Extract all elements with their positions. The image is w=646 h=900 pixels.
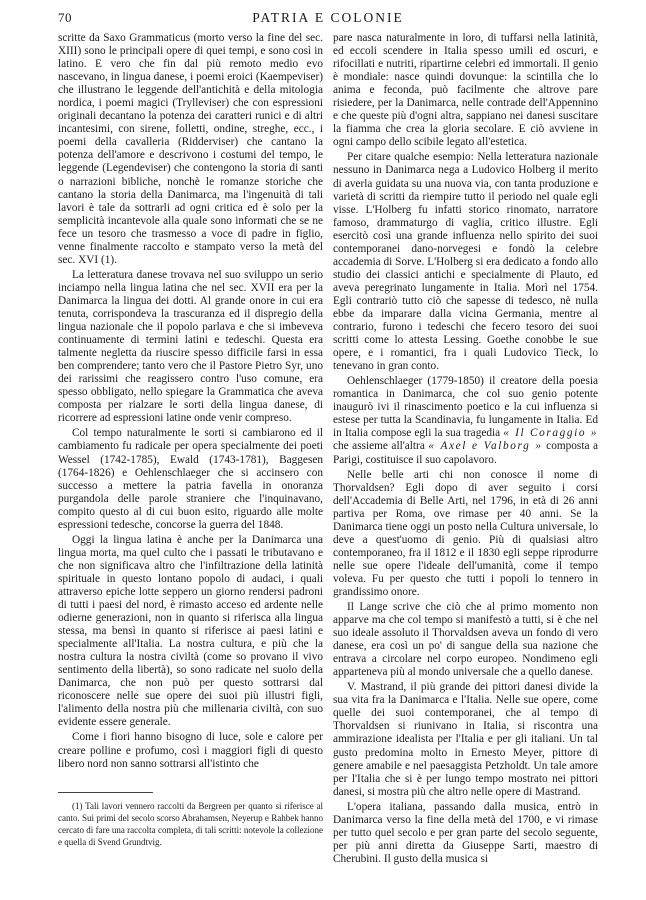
paragraph: Come i fiori hanno bisogno di luce, sole e calore per creare polline e profumo, così i maggiori figli di questo libero nord non sanno sottrarsi all'istinto che <box>58 731 323 770</box>
paragraph: Col tempo naturalmente le sorti si cambiarono ed il cambiamento fu radicale per opera specialmente dei poeti Wessel (1742-1785), Ewald (1743-1781), Baggesen (1764-1826) e Oehlenschlaeger che si accinsero con successo a mettere la patria favella in onoranza purgandola delle parole straniere che l'inquinavano, compito questo al di cui buon esito, riguardo alle molte espressioni tedesche, concorse la guerra del 1848. <box>58 427 323 531</box>
work-title-axel-e-valborg: « Axel e Valborg » <box>428 440 543 453</box>
page-number: 70 <box>58 10 72 25</box>
paragraph: Nelle belle arti chi non conosce il nome di Thorvaldsen? Egli dopo di aver seguito i corsi dell'Accademia di Belle Arti, nel 1796, in età di 26 anni partiva per Roma, ove rimase per 40 anni. Se la Danimarca tiene oggi un posto nella Cultura universale, lo deve a quest'uomo di genio. Più di qualsiasi altro contemporaneo, fra il 1812 e il 1830 egli seppe riprodurre nelle sue opere l'ideale dell'umanità, come il tempo voleva. Fu per questo che tutti i popoli lo tennero in grandissimo onore. <box>333 468 598 598</box>
paragraph: La letteratura danese trovava nel suo sviluppo un serio inciampo nella lingua latina che nel sec. XVII era per la Danimarca la lingua dei dotti. Al grande onore in cui era tenuta, corrispondeva la trascuranza ed il dispregio della lingua nazionale che il popolo parlava e che si imbeveva continuamente di termini latini e tedeschi. Questa era talmente negletta da riuscire spesso difficile farsi in essa ben comprendere; tanto vero che il Pastore Pietro Syr, uno dei rarissimi che reagissero contro l'uso comune, era spesso obbligato, nello spiegare la Grammatica che aveva composta per rialzare le sorti della lingua danese, di ricorrere ad espressioni latine onde venir compreso. <box>58 268 323 425</box>
paragraph-text: composta a Parigi, costituisce il suo capolavoro. <box>333 440 598 466</box>
left-column <box>58 32 323 771</box>
right-column <box>333 32 598 866</box>
footnote: (1) Tali lavori vennero raccolti da Bergreen per quanto si riferisce al canto. Sui primi del secolo scorso Abrahamsen, Neyerup e Rahbek hanno cercato di fare una raccolta completa, di tali scritti: notevole la collezione e quella di Svend Grundtvig. <box>58 801 323 847</box>
paragraph: Per citare qualche esempio: Nella letteratura nazionale nessuno in Danimarca nega a Ludovico Holberg il merito di averla guidata su una nuova via, con tanta produzione e varietà di scritti da riempire tutto il periodo nel quale egli visse. L'Holberg fu infatti storico rinomato, narratore famoso, drammaturgo di vaglia, critico illustre. Egli esercitò così una grande influenza nello spirito dei suoi contemporanei dano-norvegesi e fondò la celebre accademia di Sorve. L'Holberg si era dedicato a fondo allo studio dei classici antichi e specialmente di Plauto, ed aveva peregrinato lungamente in Italia. Morì nel 1754. Egli contrariò tutto ciò che sapesse di tedesco, nè nulla ebbe da imparare dalla vicina Germania, mentre al contrario, furono i tedeschi che fecero tesoro dei suoi scritti come lo attesta Lessing. Goethe conobbe le sue opere, e i romantici, fra i quali Ludovico Tieck, lo tenevano in gran conto. <box>333 151 598 373</box>
paragraph-text: Oehlenschlaeger (1779-1850) il creatore della poesia romantica in Danimarca, che col suo genio potente inaugurò ivi il rinascimento poetico e la cui influenza si estese per tutta la Scandinavia, fu lungamente in Italia. Ed in Italia compose egli la sua tragedia <box>333 375 598 440</box>
paragraph: L'opera italiana, passando dalla musica, entrò in Danimarca verso la fine della metà del 1700, e vi rimase per tutto quel secolo e per gran parte del secolo seguente, per più anni diretta da Giuseppe Sarti, maestro di Cherubini. Il gusto della musica si <box>333 800 598 865</box>
running-title: PATRIA E COLONIE <box>252 10 404 25</box>
footnote-rule <box>58 792 153 793</box>
work-title-il-coraggio: « Il Coraggio » <box>503 427 599 440</box>
paragraph: scritte da Saxo Grammaticus (morto verso la fine del sec. XIII) sono le principali opere di quei tempi, e sono così in latino. E vero che fin dal più remoto medio evo nascevano, in lingua danese, i poemi eroici (Kaempeviser) che illustrano le leggende dell'antichità e della mitologia nordica, i poemi magici (Trylleviser) che con espressioni originali decantano la potenza dei caratteri runici e di altri incantesimi, con sirene, folletti, ondine, streghe, ecc., i poemi della cavalleria (Ridderviser) che cantano la potenza dell'amore e descrivono i costumi del tempo, le leggende (Legendeviser) che contengono la storia di santi o narrazioni bibliche, nonchè le romanze storiche che cantano la storia della Danimarca, ma l'ingenuità di tali lavori è tale da sottrarli ad ogni critica ed è solo per la semplicità incantevole alla quale sono informati che se ne fece un tesoro che trasmesso a voce di padre in figlio, venne finalmente raccolto e stampato verso la metà del sec. XVI (1). <box>58 32 323 266</box>
paragraph: V. Mastrand, il più grande dei pittori danesi divide la sua vita fra la Danimarca e l'Italia. Nelle sue opere, come quelle dei suoi contemporanei, che al tempo di Thorvaldsen si riunivano in Italia, si riscontra una ammirazione idealista per l'Italia e per gli italiani. Un tal gusto predomina molto in Ernesto Meyer, pittore di genere amabile e nel paesaggista Petzholdt. Un tale amore per l'Italia che si è per lungo tempo mostrato nei pittori danesi, si mostra più che altro nelle opere di Mastrand. <box>333 681 598 798</box>
paragraph: Il Lange scrive che ciò che al primo momento non apparve ma che col tempo si manifestò a tutti, si è che nel suo ideale assoluto il Thorvaldsen aveva un fondo di vero danese, era così un po' di sangue della sua nazione che entrava a circolare nel corpo europeo. Nondimeno egli apparteneva più al mondo universale che a quello danese. <box>333 601 598 679</box>
paragraph <box>333 375 598 466</box>
paragraph-text: che assieme all'altra <box>333 440 429 453</box>
paragraph: Oggi la lingua latina è anche per la Danimarca una lingua morta, ma quel culto che i passati le tributavano e che non significava altro che l'infiltrazione della latinità spirituale in questo lontano popolo di audaci, i quali attraverso epiche lotte seppero un giorno rendersi padroni di tutti i paesi del nord, è rimasto acceso ed ardente nelle odierne generazioni, non in quanto si riferisca alla lingua stessa, ma bensì in quanto si riferisce ai paesi latini e specialmente all'Italia. La nostra cultura, e più che la nostra cultura la nostra civiltà (come so provano il vivo sentimento della libertà), so sono radicate nel suolo della Danimarca, che non può per questo sottrarsi dal riconoscere nelle sue opere dei suoi più illustri figli, l'alimento della nostra più che millenaria civiltà, con suo evidente essere generale. <box>58 533 323 729</box>
paragraph: pare nasca naturalmente in loro, di tuffarsi nella latinità, ed eccoli scendere in Italia spesso umili ed oscuri, e rifocillati e nutriti, ripartirne celebri ed immortali. Il genio è mondiale: nasce quindi dovunque: la scintilla che lo anima e feconda, può facilmente che altrove pare risiedere, per la Danimarca, nelle contrade dell'Appennino e che queste più d'ogni altra, sappiano nei danesi suscitare la fiamma che crea la gloria secolare. E ciò avviene in ogni campo dello scibile legato all'estetica. <box>333 32 598 149</box>
